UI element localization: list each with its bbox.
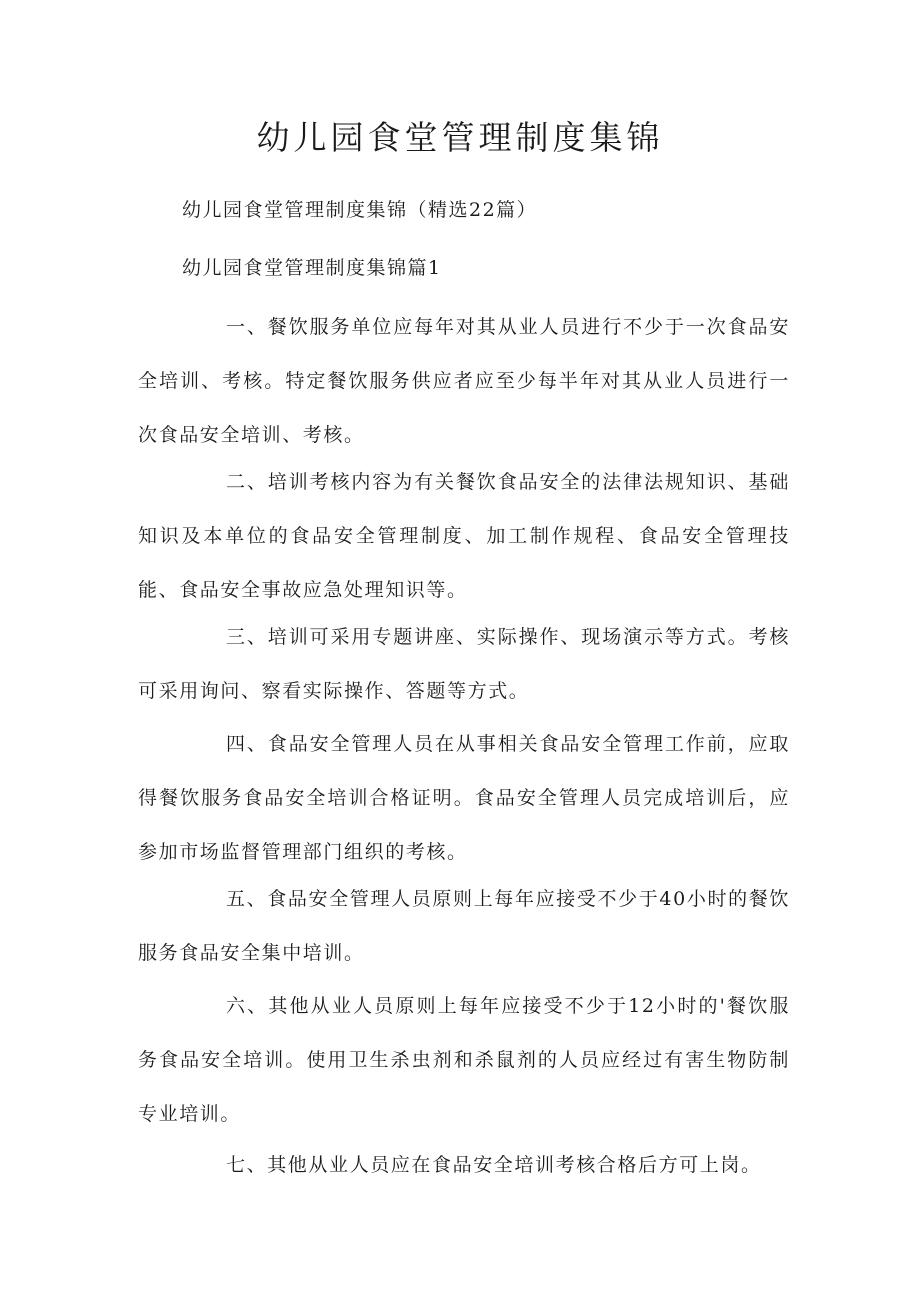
paragraph-4: 四、食品安全管理人员在从事相关食品安全管理工作前，应取得餐饮服务食品安全培训合格证明。食品安全管理人员完成培训后，应参加市场监督管理部门组织的考核。 (138, 733, 790, 863)
section-heading: 幼儿园食堂管理制度集锦篇1 (182, 257, 442, 279)
paragraph-1: 一、餐饮服务单位应每年对其从业人员进行不少于一次食品安全培训、考核。特定餐饮服务供应者应至少每半年对其从业人员进行一次食品安全培训、考核。 (138, 316, 790, 446)
paragraph-7: 七、其他从业人员应在食品安全培训考核合格后方可上岗。 (226, 1154, 762, 1176)
paragraph-6: 六、其他从业人员原则上每年应接受不少于12小时的'餐饮服务食品安全培训。使用卫生杀虫剂和杀鼠剂的人员应经过有害生物防制专业培训。 (138, 995, 790, 1125)
paragraph-2: 二、培训考核内容为有关餐饮食品安全的法律法规知识、基础知识及本单位的食品安全管理制度、加工制作规程、食品安全管理技能、食品安全事故应急处理知识等。 (138, 471, 790, 601)
document-subtitle: 幼儿园食堂管理制度集锦（精选22篇） (182, 199, 538, 221)
paragraph-3: 三、培训可采用专题讲座、实际操作、现场演示等方式。考核可采用询问、察看实际操作、答题等方式。 (138, 626, 790, 702)
document-title: 幼儿园食堂管理制度集锦 (256, 118, 664, 157)
paragraph-5: 五、食品安全管理人员原则上每年应接受不少于40小时的餐饮服务食品安全集中培训。 (138, 888, 790, 964)
